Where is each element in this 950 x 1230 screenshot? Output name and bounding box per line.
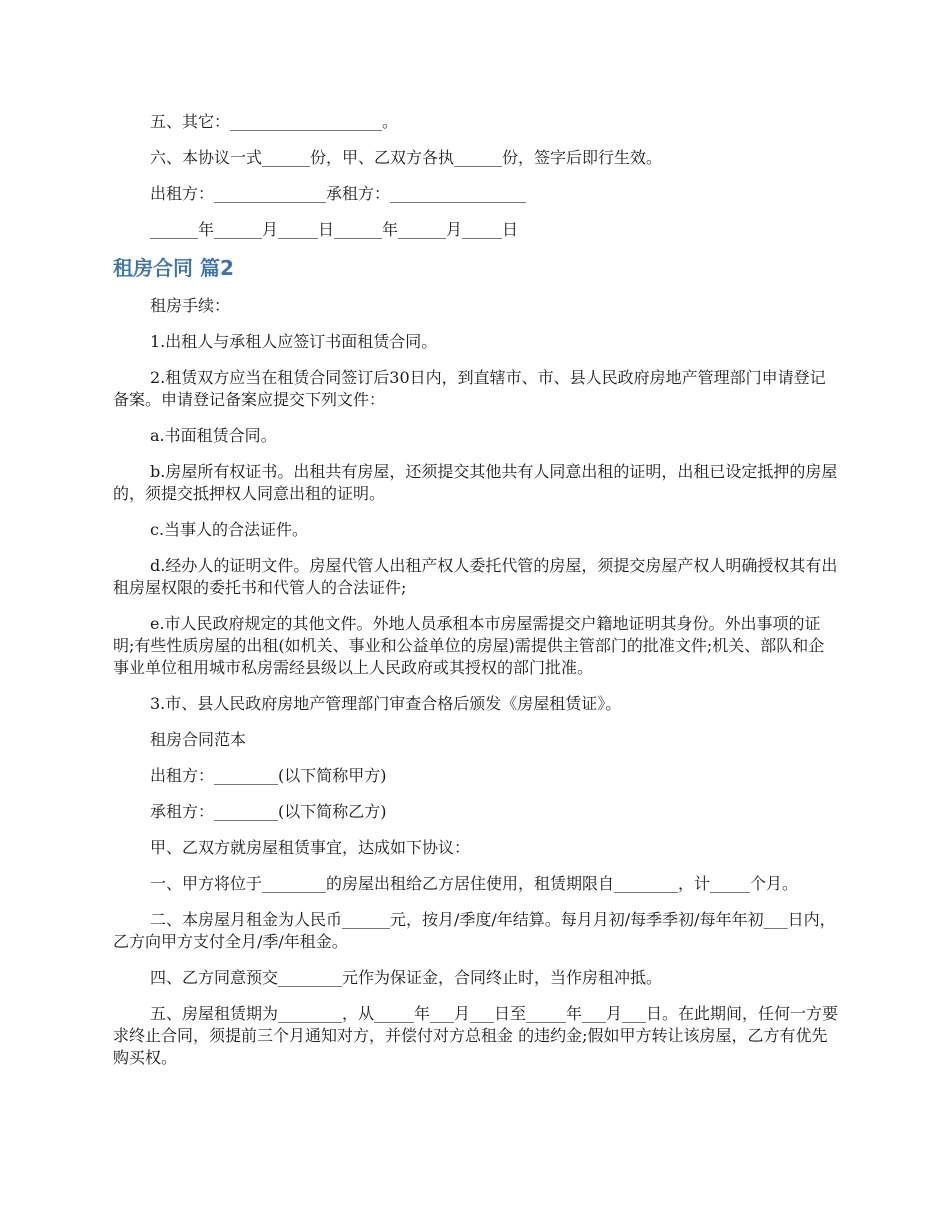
paragraph: 租房合同范本 (150, 730, 247, 749)
paragraph: b.房屋所有权证书。出租共有房屋，还须提交其他共有人同意出租的证明，出租已设定抵押的房屋的，须提交抵押权人同意出租的证明。 (113, 462, 838, 503)
paragraph: 一、甲方将位于________的房屋出租给乙方居住使用，租赁期限自________，计_____个月。 (150, 874, 799, 893)
paragraph: e.市人民政府规定的其他文件。外地人员承租本市房屋需提交户籍地证明其身份。外出事项的证明;有些性质房屋的出租(如机关、事业和公益单位的房屋)需提供主管部门的批准文件;机关、部队和企事业单位租用城市私房需经县级以上人民政府或其授权的部门批准。 (113, 614, 825, 677)
paragraph: a.书面租赁合同。 (150, 426, 277, 445)
paragraph: ______年______月_____日______年______月_____日 (150, 220, 519, 239)
paragraph: 2.租赁双方应当在租赁合同签订后30日内，到直辖市、市、县人民政府房地产管理部门申请登记备案。申请登记备案应提交下列文件： (113, 368, 826, 409)
paragraph: 租房手续： (150, 296, 231, 315)
paragraph: 承租方：________(以下简称乙方) (150, 802, 387, 821)
paragraph: d.经办人的证明文件。房屋代管人出租产权人委托代管的房屋，须提交房屋产权人明确授权其有出租房屋权限的委托书和代管人的合法证件; (113, 556, 838, 597)
paragraph: 二、本房屋月租金为人民币______元，按月/季度/年结算。每月月初/每季季初/每年年初___日内，乙方向甲方支付全月/季/年租金。 (113, 910, 836, 951)
paragraph: 甲、乙双方就房屋租赁事宜，达成如下协议： (150, 838, 471, 857)
section-heading: 租房合同 篇2 (113, 256, 234, 280)
paragraph: 五、房屋租赁期为________，从_____年___月___日至_____年___月___日。在此期间，任何一方要求终止合同，须提前三个月通知对方，并偿付对方总租金 的违约金;假如甲方转让该房屋，乙方有优先购买权。 (113, 1004, 839, 1067)
paragraph: 3.市、县人民政府房地产管理部门审查合格后颁发《房屋租赁证》。 (150, 694, 622, 713)
document-body (113, 111, 840, 1069)
paragraph: 六、本协议一式______份，甲、乙双方各执______份，签字后即行生效。 (150, 148, 663, 167)
paragraph: 出租方：______________承租方：_________________ (150, 184, 527, 203)
paragraph: 1.出租人与承租人应签订书面租赁合同。 (150, 332, 438, 351)
paragraph: c.当事人的合法证件。 (150, 520, 309, 539)
paragraph: 四、乙方同意预交________元作为保证金，合同终止时，当作房租冲抵。 (150, 968, 663, 987)
paragraph: 出租方：________(以下简称甲方) (150, 766, 387, 785)
paragraph: 五、其它：___________________。 (150, 112, 399, 131)
